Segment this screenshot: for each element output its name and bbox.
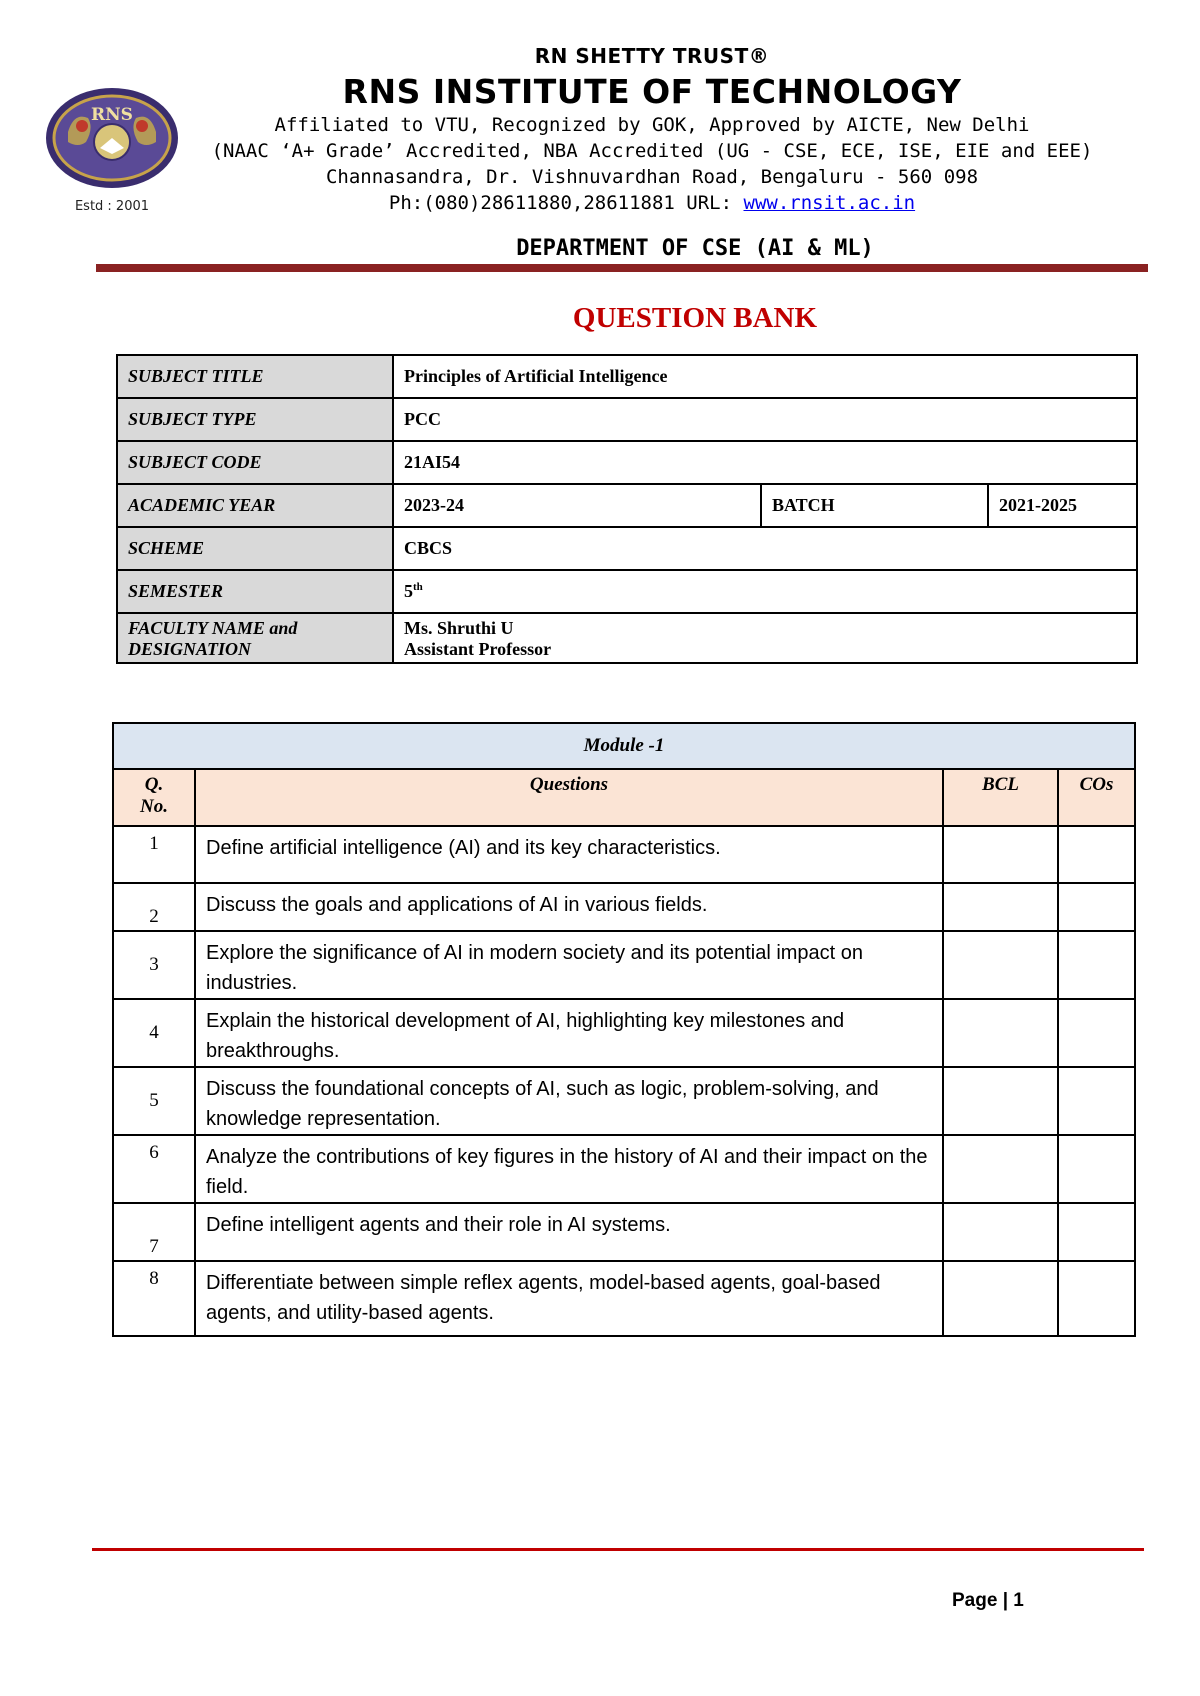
subject-info-table: [116, 354, 1138, 664]
institute-name: RNS INSTITUTE OF TECHNOLOGY: [342, 72, 962, 111]
info-row: [117, 527, 1137, 570]
info-label: ACADEMIC YEAR: [117, 484, 393, 527]
semester-value: [393, 570, 1137, 613]
question-text: Explain the historical development of AI, highlighting key milestones and breakthroughs.: [195, 999, 943, 1067]
col-cos-header: COs: [1058, 769, 1135, 826]
logo-lettering: RNS: [91, 105, 133, 125]
question-number: 7: [113, 1203, 195, 1261]
cos-cell: [1058, 826, 1135, 883]
phone-text: Ph:(080)28611880,28611881 URL:: [388, 192, 744, 214]
question-number: 4: [113, 999, 195, 1067]
cos-cell: [1058, 1261, 1135, 1336]
question-text: Analyze the contributions of key figures in the history of AI and their impact on the field.: [195, 1135, 943, 1203]
question-text: Define intelligent agents and their role in AI systems.: [195, 1203, 943, 1261]
info-row: [117, 441, 1137, 484]
question-text: Define artificial intelligence (AI) and its key characteristics.: [195, 826, 943, 883]
info-row: [117, 484, 1137, 527]
module-title: Module -1: [113, 723, 1135, 769]
cos-cell: [1058, 1203, 1135, 1261]
subject-type-value: PCC: [393, 398, 1137, 441]
question-number: 2: [113, 883, 195, 931]
bcl-cell: [943, 999, 1058, 1067]
cos-cell: [1058, 1135, 1135, 1203]
question-text: Differentiate between simple reflex agents, model-based agents, goal-based agents, and utility-based agents.: [195, 1261, 943, 1336]
bcl-cell: [943, 826, 1058, 883]
address-line: Channasandra, Dr. Vishnuvardhan Road, Bengaluru - 560 098: [325, 166, 979, 188]
col-qno-line1: Q.: [144, 774, 164, 795]
col-qno-header: [113, 769, 195, 826]
info-label: SEMESTER: [117, 570, 393, 613]
col-qno-line2: No.: [140, 796, 168, 817]
scheme-value: CBCS: [393, 527, 1137, 570]
question-number: 6: [113, 1135, 195, 1203]
info-row: [117, 355, 1137, 398]
question-row: [113, 1067, 1135, 1135]
info-label: SUBJECT TITLE: [117, 355, 393, 398]
question-text: Discuss the goals and applications of AI in various fields.: [195, 883, 943, 931]
subject-title-value: Principles of Artificial Intelligence: [393, 355, 1137, 398]
contact-line: [0, 192, 1200, 214]
question-row: [113, 931, 1135, 999]
info-label: SUBJECT TYPE: [117, 398, 393, 441]
info-row: [117, 570, 1137, 613]
question-row: [113, 1135, 1135, 1203]
faculty-designation: Assistant Professor: [404, 639, 552, 659]
page-number: Page | 1: [952, 1590, 1024, 1611]
bcl-cell: [943, 883, 1058, 931]
col-question-header: Questions: [195, 769, 943, 826]
question-text: Explore the significance of AI in modern society and its potential impact on industries.: [195, 931, 943, 999]
accreditation-line: (NAAC ‘A+ Grade’ Accredited, NBA Accredited (UG - CSE, ECE, ISE, EIE and EEE): [211, 140, 1093, 162]
faculty-value: [393, 613, 1137, 663]
semester-suffix: th: [413, 581, 423, 593]
logo-estd: Estd : 2001: [74, 199, 150, 214]
cos-cell: [1058, 1067, 1135, 1135]
bcl-cell: [943, 1067, 1058, 1135]
question-row: [113, 999, 1135, 1067]
question-number: 3: [113, 931, 195, 999]
semester-number: 5: [404, 581, 413, 601]
bcl-cell: [943, 1203, 1058, 1261]
question-number: 1: [113, 826, 195, 883]
academic-year-value: 2023-24: [393, 484, 761, 527]
batch-value: 2021-2025: [988, 484, 1137, 527]
department-title: DEPARTMENT OF CSE (AI & ML): [516, 236, 874, 261]
question-number: 8: [113, 1261, 195, 1336]
bcl-cell: [943, 1135, 1058, 1203]
module-row: [113, 723, 1135, 769]
faculty-name: Ms. Shruthi U: [404, 618, 514, 638]
faculty-label-line2: DESIGNATION: [128, 639, 252, 659]
affiliation-line: Affiliated to VTU, Recognized by GOK, Approved by AICTE, New Delhi: [274, 114, 1030, 136]
faculty-label-line1: FACULTY NAME and: [128, 618, 298, 638]
info-row: [117, 613, 1137, 663]
question-number: 5: [113, 1067, 195, 1135]
subject-code-value: 21AI54: [393, 441, 1137, 484]
bcl-cell: [943, 1261, 1058, 1336]
info-label: SCHEME: [117, 527, 393, 570]
question-row: [113, 826, 1135, 883]
header-divider: [96, 264, 1148, 272]
info-row: [117, 398, 1137, 441]
trust-name: RN SHETTY TRUST®: [534, 44, 770, 68]
col-bcl-header: BCL: [943, 769, 1058, 826]
info-label: SUBJECT CODE: [117, 441, 393, 484]
question-table: [112, 722, 1136, 1337]
question-text: Discuss the foundational concepts of AI, such as logic, problem-solving, and knowledge representation.: [195, 1067, 943, 1135]
question-row: [113, 1261, 1135, 1336]
question-header-row: [113, 769, 1135, 826]
question-row: [113, 883, 1135, 931]
question-row: [113, 1203, 1135, 1261]
cos-cell: [1058, 931, 1135, 999]
cos-cell: [1058, 883, 1135, 931]
cos-cell: [1058, 999, 1135, 1067]
bcl-cell: [943, 931, 1058, 999]
document-title: QUESTION BANK: [572, 302, 818, 334]
website-link[interactable]: www.rnsit.ac.in: [743, 192, 916, 214]
batch-label: BATCH: [761, 484, 988, 527]
info-label: [117, 613, 393, 663]
footer-divider: [92, 1548, 1144, 1551]
